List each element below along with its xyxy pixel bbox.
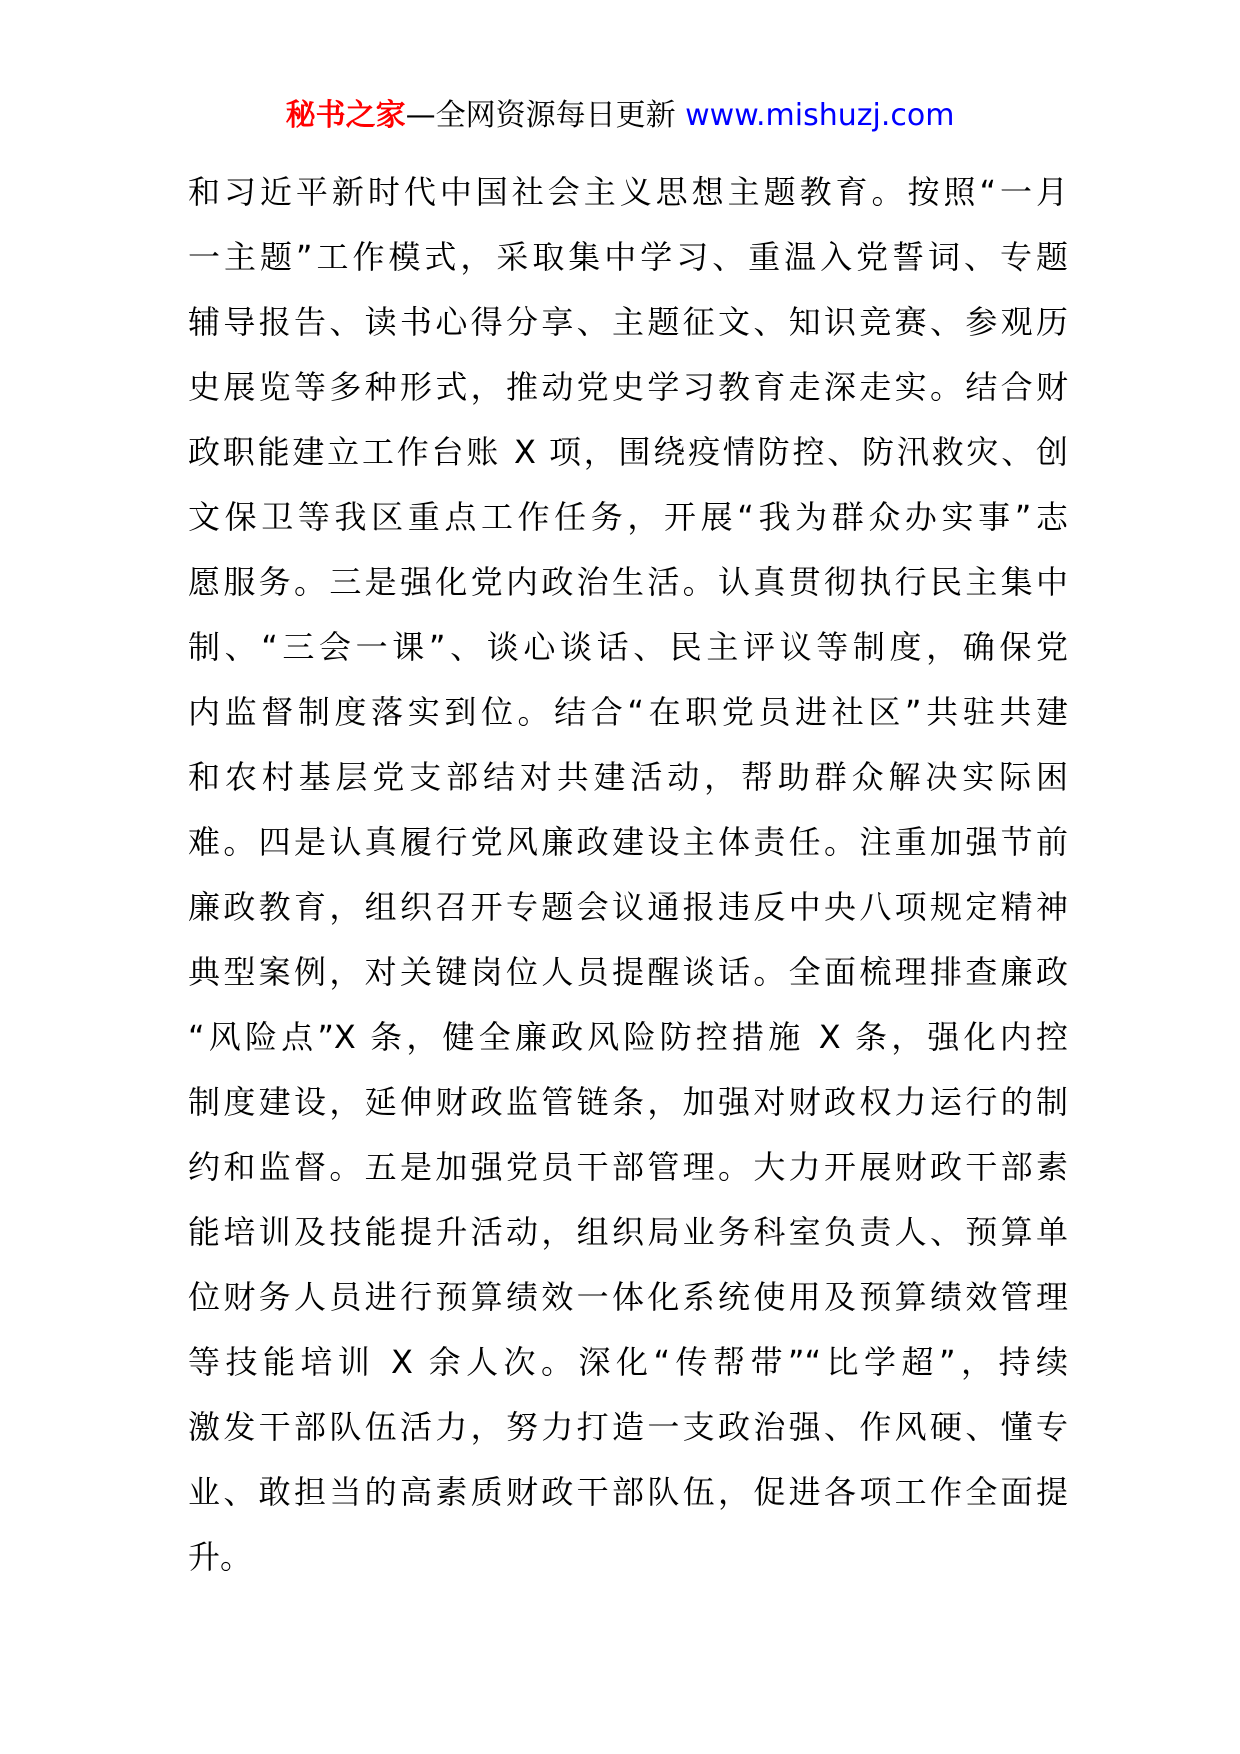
body-paragraph <box>188 160 1068 1590</box>
text-line: 愿服务。三是强化党内政治生活。认真贯彻执行民主集中 <box>188 563 1068 601</box>
text-line: 辅导报告、读书心得分享、主题征文、知识竞赛、参观历 <box>188 303 1068 341</box>
page-header <box>0 96 1240 136</box>
text-line: 和农村基层党支部结对共建活动，帮助群众解决实际困 <box>188 758 1068 796</box>
text-line: 位财务人员进行预算绩效一体化系统使用及预算绩效管理 <box>188 1278 1068 1316</box>
text-line: 政职能建立工作台账 X 项，围绕疫情防控、防汛救灾、创 <box>188 433 1068 471</box>
text-line: 能培训及技能提升活动，组织局业务科室负责人、预算单 <box>188 1213 1068 1251</box>
text-line: 和习近平新时代中国社会主义思想主题教育。按照“一月 <box>188 173 1068 211</box>
text-line: 业、敢担当的高素质财政干部队伍，促进各项工作全面提 <box>188 1473 1068 1511</box>
header-url-link[interactable]: www.mishuzj.com <box>685 98 955 133</box>
text-line: 廉政教育，组织召开专题会议通报违反中央八项规定精神 <box>188 888 1068 926</box>
text-line: “风险点”X 条，健全廉政风险防控措施 X 条，强化内控 <box>188 1018 1068 1056</box>
text-line: 文保卫等我区重点工作任务，开展“我为群众办实事”志 <box>188 498 1068 536</box>
text-line: 制度建设，延伸财政监管链条，加强对财政权力运行的制 <box>188 1083 1068 1121</box>
text-line: 内监督制度落实到位。结合“在职党员进社区”共驻共建 <box>188 693 1068 731</box>
text-line: 制、“三会一课”、谈心谈话、民主评议等制度，确保党 <box>188 628 1068 666</box>
text-line: 难。四是认真履行党风廉政建设主体责任。注重加强节前 <box>188 823 1068 861</box>
text-line: 典型案例，对关键岗位人员提醒谈话。全面梳理排查廉政 <box>188 953 1068 991</box>
text-line: 等技能培训 X 余人次。深化“传帮带”“比学超”，持续 <box>188 1343 1068 1381</box>
header-brand: 秘书之家 <box>285 98 406 133</box>
text-line: 激发干部队伍活力，努力打造一支政治强、作风硬、懂专 <box>188 1408 1068 1446</box>
header-tagline: —全网资源每日更新 <box>405 98 686 133</box>
text-line: 约和监督。五是加强党员干部管理。大力开展财政干部素 <box>188 1148 1068 1186</box>
text-line: 一主题”工作模式，采取集中学习、重温入党誓词、专题 <box>188 238 1068 276</box>
text-line-last: 升。 <box>188 1538 253 1576</box>
text-line: 史展览等多种形式，推动党史学习教育走深走实。结合财 <box>188 368 1068 406</box>
